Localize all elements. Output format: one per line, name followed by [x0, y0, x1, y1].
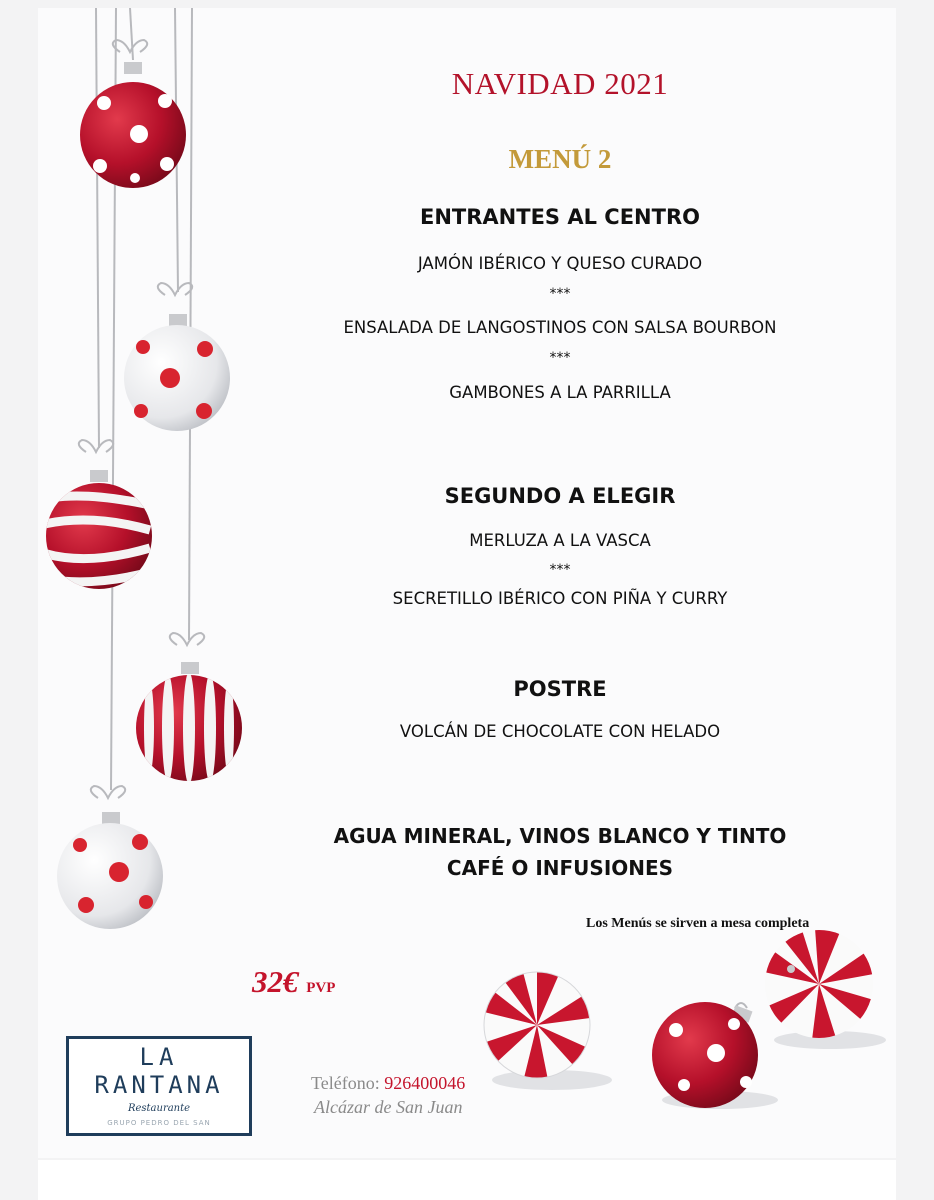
logo-line-4: GRUPO PEDRO DEL SAN — [107, 1119, 211, 1127]
phone-number: 926400046 — [384, 1073, 466, 1093]
separator: *** — [549, 286, 571, 302]
menu-item: SECRETILLO IBÉRICO CON PIÑA Y CURRY — [392, 589, 728, 608]
section-heading-segundo: SEGUNDO A ELEGIR — [444, 484, 676, 508]
menu-item: VOLCÁN DE CHOCOLATE CON HELADO — [399, 722, 721, 741]
table-note: Los Menús se sirven a mesa completa — [586, 916, 810, 931]
logo-line-2: RANTANA — [94, 1071, 224, 1099]
price — [252, 964, 335, 1000]
menu-item: JAMÓN IBÉRICO Y QUESO CURADO — [417, 254, 703, 273]
phone-info — [311, 1073, 465, 1094]
drinks-line-2: CAFÉ O INFUSIONES — [446, 856, 674, 880]
section-heading-entrantes: ENTRANTES AL CENTRO — [420, 205, 700, 229]
red-dotted-ornament-icon-2 — [652, 1002, 778, 1109]
price-suffix: PVP — [306, 980, 336, 996]
red-swirl-ornament-icon — [40, 440, 152, 589]
menu-title: NAVIDAD 2021 — [451, 66, 669, 101]
peppermint-ornament-icon-2 — [764, 928, 886, 1049]
price-amount: 32€ — [252, 964, 299, 999]
section-heading-postre: POSTRE — [513, 677, 607, 701]
menu-item: ENSALADA DE LANGOSTINOS CON SALSA BOURBON — [343, 318, 777, 337]
menu-item: MERLUZA A LA VASCA — [469, 531, 651, 550]
separator: *** — [549, 562, 571, 578]
logo-line-3: Restaurante — [127, 1103, 191, 1114]
phone-label: Teléfono: — [311, 1073, 380, 1093]
city: Alcázar de San Juan — [314, 1097, 463, 1117]
peppermint-ornament-icon — [484, 970, 612, 1090]
striped-ornament-icon — [136, 633, 242, 784]
menu-item: GAMBONES A LA PARRILLA — [449, 383, 671, 402]
white-dotted-ornament-icon — [124, 283, 230, 431]
white-dotted-ornament-icon-2 — [57, 786, 163, 929]
separator: *** — [549, 350, 571, 366]
menu-subtitle: MENÚ 2 — [508, 144, 612, 174]
restaurant-logo — [66, 1036, 252, 1136]
logo-line-1: LA — [139, 1043, 179, 1071]
drinks-line-1: AGUA MINERAL, VINOS BLANCO Y TINTO — [333, 824, 787, 848]
